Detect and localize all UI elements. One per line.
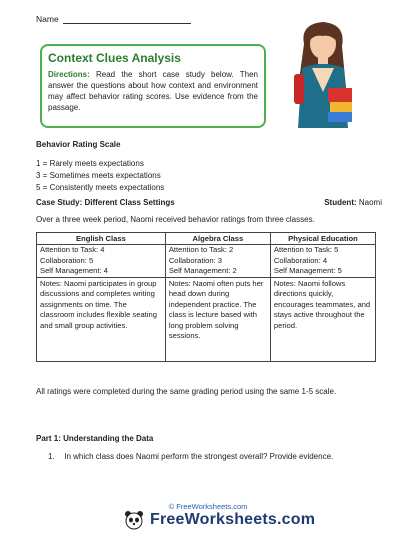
- table-row-notes: [37, 277, 376, 361]
- student-illustration: [278, 18, 368, 138]
- panda-icon: [124, 510, 144, 530]
- scale-item: 3 = Sometimes meets expectations: [36, 171, 161, 180]
- table-header-row: [37, 233, 376, 245]
- ratings-note: All ratings were completed during the same grading period using the same 1-5 scale.: [36, 387, 337, 396]
- footer-link-text[interactable]: FreeWorksheets.com: [176, 502, 248, 511]
- case-study-header: [36, 198, 382, 207]
- rating-scale-list: [36, 158, 164, 194]
- case-intro: Over a three week period, Naomi received behavior ratings from three classes.: [36, 215, 315, 224]
- rating-line: Self Management: 4: [40, 266, 108, 275]
- question-item: [48, 452, 388, 461]
- column-header-english: English Class: [37, 233, 166, 245]
- scale-item: 5 = Consistently meets expectations: [36, 183, 165, 192]
- part1-title: Part 1: Understanding the Data: [36, 434, 154, 443]
- rating-line: Attention to Task: 2: [168, 245, 234, 254]
- table-row-ratings: [37, 245, 376, 278]
- student-label: Student:: [324, 198, 357, 207]
- scale-item: 1 = Rarely meets expectations: [36, 159, 144, 168]
- directions-body: Read the short case study below. Then answer the questions about how context and environment may affect behavior rating scores. Use evidence from the passage.: [48, 70, 258, 112]
- notes-cell-pe: Notes: Naomi follows directions quickly, encourages teammates, and stays active throughout the period.: [270, 277, 375, 361]
- site-logo[interactable]: [124, 510, 315, 530]
- directions-label: Directions:: [48, 70, 90, 79]
- column-header-algebra: Algebra Class: [165, 233, 270, 245]
- rating-line: Collaboration: 4: [273, 255, 328, 265]
- name-blank-line[interactable]: [63, 16, 191, 24]
- column-header-pe: Physical Education: [270, 233, 375, 245]
- rating-line: Attention to Task: 4: [40, 245, 105, 254]
- notes-cell-algebra: Notes: Naomi often puts her head down during independent practice. The class is lecture based with long problem solving sessions.: [165, 277, 270, 361]
- rating-line: Collaboration: 5: [40, 255, 94, 265]
- rating-scale-title: Behavior Rating Scale: [36, 140, 121, 149]
- directions-box: [40, 44, 266, 128]
- directions-text: [48, 69, 258, 113]
- ratings-table: [36, 232, 376, 362]
- rating-line: Self Management: 2: [168, 266, 237, 275]
- rating-line: Self Management: 5: [273, 266, 342, 275]
- question-text: In which class does Naomi perform the strongest overall? Provide evidence.: [64, 452, 334, 461]
- question-number: 1.: [48, 452, 55, 461]
- notes-cell-english: Notes: Naomi participates in group discussions and completes writing assignments on time. The classroom includes flexible seating and small group activities.: [37, 277, 166, 361]
- copyright-symbol: ©: [168, 502, 175, 511]
- ratings-cell-english: [37, 245, 166, 278]
- ratings-cell-algebra: [165, 245, 270, 278]
- rating-line: Attention to Task: 5: [273, 245, 339, 254]
- student-info: [324, 198, 382, 207]
- student-name: Naomi: [358, 198, 382, 207]
- worksheet-title: Context Clues Analysis: [48, 51, 181, 65]
- rating-line: Collaboration: 3: [168, 255, 223, 265]
- name-label: Name: [36, 14, 59, 24]
- case-study-title: Case Study: Different Class Settings: [36, 198, 175, 207]
- logo-text: FreeWorksheets.com: [150, 511, 316, 528]
- ratings-cell-pe: [270, 245, 375, 278]
- name-field: [36, 14, 191, 24]
